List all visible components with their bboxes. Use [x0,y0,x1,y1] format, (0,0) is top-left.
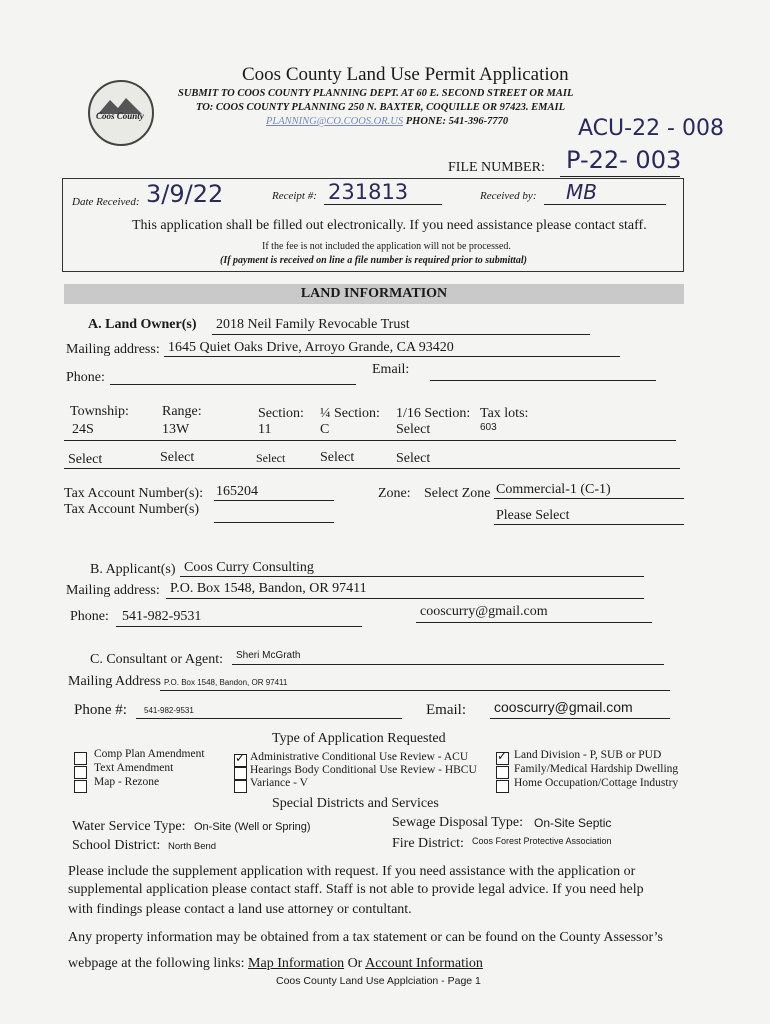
planning-email-link[interactable]: PLANNING@CO.COOS.OR.US [266,116,404,127]
consultant-phone-label: Phone #: [74,702,127,718]
zone-select-label: Select Zone [424,486,491,501]
variance-checkbox[interactable] [234,780,247,793]
date-received-label: Date Received: [72,196,140,208]
acu-checkbox[interactable] [234,754,247,767]
fire-district-label: Fire District: [392,836,464,851]
supplement-note-line-3: with findings please contact a land use attorney or contultant. [68,902,412,917]
range-select[interactable]: 13W [162,422,190,437]
consultant-mailing-field[interactable]: P.O. Box 1548, Bandon, OR 97411 [164,678,288,687]
sixteenth-section-select[interactable]: Select [396,422,431,437]
owner-email-label: Email: [372,362,410,377]
tax-account-field[interactable]: 165204 [216,484,258,499]
hardship-dwelling-label: Family/Medical Hardship Dwelling [514,763,679,775]
comp-plan-label: Comp Plan Amendment [94,748,205,760]
file-number-value: P-22- 003 [566,146,682,174]
water-service-label: Water Service Type: [72,819,186,834]
application-type-heading: Type of Application Requested [272,731,446,746]
land-division-checkbox[interactable] [496,752,509,765]
planning-phone: PHONE: 541-396-7770 [405,116,509,127]
special-districts-heading: Special Districts and Services [272,796,439,811]
sewage-label: Sewage Disposal Type: [392,815,523,830]
page-footer: Coos County Land Use Applciation - Page 1 [276,975,481,987]
school-district-select[interactable]: North Bend [168,841,217,852]
received-by-value: MB [566,180,597,204]
received-by-label: Received by: [480,190,537,202]
section-select[interactable]: 11 [258,422,272,437]
submit-line-1: SUBMIT TO COOS COUNTY PLANNING DEPT. AT 60 E. SECOND STREET OR MAIL [178,88,574,99]
applicant-email-field[interactable]: cooscurry@gmail.com [420,604,548,619]
acu-label: Administrative Conditional Use Review - ACU [250,751,469,763]
consultant-email-field[interactable]: cooscurry@gmail.com [494,699,633,715]
applicant-label: B. Applicant(s) [90,562,176,577]
property-info-prefix: webpage at the following links: [68,956,245,971]
land-information-banner: LAND INFORMATION [64,284,684,304]
township-select[interactable]: 24S [72,422,94,437]
receipt-label: Receipt #: [272,190,317,202]
home-occupation-label: Home Occupation/Cottage Industry [514,777,679,789]
account-information-link[interactable]: Account Information [365,956,483,971]
applicant-phone-field[interactable]: 541-982-9531 [122,609,202,624]
home-occupation-checkbox[interactable] [496,780,509,793]
comp-plan-checkbox[interactable] [74,752,87,765]
file-number-label: FILE NUMBER: [448,160,545,175]
owner-phone-label: Phone: [66,370,105,385]
property-info-line-1: Any property information may be obtained from a tax statement or can be found on the County Assessor’s [68,930,663,945]
applicant-field[interactable]: Coos Curry Consulting [184,560,314,575]
applicant-mailing-label: Mailing address: [66,583,160,598]
variance-label: Variance - V [250,777,308,789]
payment-note: (If payment is received on line a file number is required prior to submittal) [220,255,527,266]
zone-select[interactable]: Commercial-1 (C-1) [496,482,611,497]
consultant-mailing-label: Mailing Address [68,674,161,689]
select-dropdown-2[interactable]: Select [160,450,195,465]
handwritten-acu-number: ACU-22 - 008 [578,116,724,141]
tax-lots-label: Tax lots: [480,406,529,421]
receipt-number-value: 231813 [328,180,409,204]
or-text: Or [347,956,363,971]
page-title: Coos County Land Use Permit Application [242,64,569,85]
hbcu-checkbox[interactable] [234,767,247,780]
land-owner-field[interactable]: 2018 Neil Family Revocable Trust [216,317,410,332]
tax-account-field-2[interactable] [214,522,334,523]
consultant-phone-field[interactable]: 541-982-9531 [144,706,194,715]
township-label: Township: [70,404,129,419]
hardship-dwelling-checkbox[interactable] [496,766,509,779]
hbcu-label: Hearings Body Conditional Use Review - HBCU [250,764,477,776]
consultant-email-label: Email: [426,702,466,718]
owner-mailing-field[interactable]: 1645 Quiet Oaks Drive, Arroyo Grande, CA 93420 [168,340,454,355]
consultant-label: C. Consultant or Agent: [90,652,223,667]
owner-email-field[interactable] [430,380,656,381]
zone-please-select[interactable]: Please Select [496,508,570,523]
supplement-note-line-2: supplemental application please contact staff. Staff is not able to provide legal advice. If you need help [68,882,644,897]
text-amendment-label: Text Amendment [94,762,174,774]
water-service-select[interactable]: On-Site (Well or Spring) [194,821,311,833]
submit-line-2: TO: COOS COUNTY PLANNING 250 N. BAXTER, COQUILLE OR 97423. EMAIL [196,102,565,113]
select-dropdown-3[interactable]: Select [256,451,286,465]
tax-account-label-2: Tax Account Number(s) [64,502,200,517]
map-information-link[interactable]: Map Information [248,956,345,971]
consultant-field[interactable]: Sheri McGrath [236,650,301,661]
tax-account-label: Tax Account Number(s): [64,486,203,501]
quarter-section-select[interactable]: C [320,422,330,437]
map-rezone-label: Map - Rezone [94,776,160,788]
owner-phone-field[interactable] [110,384,356,385]
owner-mailing-label: Mailing address: [66,342,160,357]
tax-lots-field[interactable]: 603 [480,422,497,433]
coos-county-logo [88,80,154,146]
fee-note: If the fee is not included the application will not be processed. [262,241,511,252]
sewage-select[interactable]: On-Site Septic [534,816,612,830]
electronic-notice: This application shall be filled out electronically. If you need assistance please contact staff. [132,218,647,233]
select-dropdown-5[interactable]: Select [396,451,431,466]
applicant-mailing-field[interactable]: P.O. Box 1548, Bandon, OR 97411 [170,581,367,596]
applicant-phone-label: Phone: [70,609,109,624]
land-division-label: Land Division - P, SUB or PUD [514,749,662,761]
select-dropdown-4[interactable]: Select [320,450,355,465]
quarter-section-label: ¼ Section: [320,406,380,421]
supplement-note-line-1: Please include the supplement application with request. If you need assistance with the application or [68,864,636,879]
zone-label: Zone: [378,486,411,501]
sixteenth-section-label: 1/16 Section: [396,406,471,421]
text-amendment-checkbox[interactable] [74,766,87,779]
select-dropdown-1[interactable]: Select [68,452,103,467]
date-received-value: 3/9/22 [146,180,224,208]
section-label: Section: [258,406,304,421]
land-owner-label: A. Land Owner(s) [88,317,197,332]
range-label: Range: [162,404,202,419]
logo-text: Coos County [96,111,144,121]
fire-district-select[interactable]: Coos Forest Protective Association [472,836,612,846]
map-rezone-checkbox[interactable] [74,780,87,793]
school-district-label: School District: [72,838,161,853]
